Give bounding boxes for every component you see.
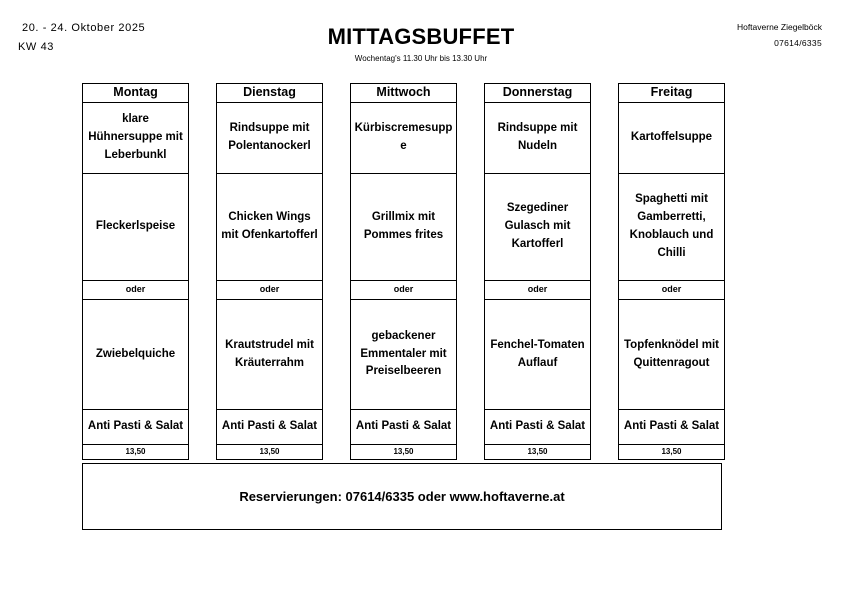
day-column-freitag bbox=[618, 83, 725, 460]
salad-cell: Anti Pasti & Salat bbox=[619, 410, 724, 445]
date-range: 20. - 24. Oktober 2025 bbox=[22, 22, 146, 34]
or-separator: oder bbox=[83, 281, 188, 300]
day-column-dienstag bbox=[216, 83, 323, 460]
price-cell: 13,50 bbox=[393, 446, 414, 456]
main-dish-cell: Chicken Wings mit Ofenkartofferl bbox=[217, 174, 322, 281]
alternative-dish-cell: Fenchel-Tomaten Auflauf bbox=[485, 300, 590, 410]
opening-hours: Wochentag's 11.30 Uhr bis 13.30 Uhr bbox=[354, 54, 488, 63]
restaurant-name: Hoftaverne Ziegelböck bbox=[736, 22, 822, 32]
or-separator: oder bbox=[619, 281, 724, 300]
reservation-text: Reservierungen: 07614/6335 oder www.hoftaverne.at bbox=[239, 489, 565, 504]
main-dish-cell: Fleckerlspeise bbox=[83, 174, 188, 281]
price-cell: 13,50 bbox=[527, 446, 548, 456]
calendar-week: KW 43 bbox=[18, 41, 55, 53]
alternative-dish-cell: gebackener Emmentaler mit Preiselbeeren bbox=[351, 300, 456, 410]
price-cell: 13,50 bbox=[661, 446, 682, 456]
day-column-montag bbox=[82, 83, 189, 460]
salad-cell: Anti Pasti & Salat bbox=[83, 410, 188, 445]
day-header: Donnerstag bbox=[485, 84, 590, 103]
day-header: Mittwoch bbox=[351, 84, 456, 103]
day-column-mittwoch bbox=[350, 83, 457, 460]
main-dish-cell: Grillmix mit Pommes frites bbox=[351, 174, 456, 281]
soup-cell: klare Hühnersuppe mit Leberbunkl bbox=[83, 103, 188, 174]
page-title: MITTAGSBUFFET bbox=[327, 24, 515, 49]
reservation-box bbox=[82, 463, 722, 530]
salad-cell: Anti Pasti & Salat bbox=[217, 410, 322, 445]
alternative-dish-cell: Topfenknödel mit Quittenragout bbox=[619, 300, 724, 410]
restaurant-phone: 07614/6335 bbox=[774, 38, 822, 48]
soup-cell: Kürbiscremesupp e bbox=[351, 103, 456, 174]
price-cell: 13,50 bbox=[259, 446, 280, 456]
main-dish-cell: Spaghetti mit Gamberretti, Knoblauch und Chilli bbox=[619, 174, 724, 281]
soup-cell: Rindsuppe mit Polentanockerl bbox=[217, 103, 322, 174]
day-header: Montag bbox=[83, 84, 188, 103]
alternative-dish-cell: Zwiebelquiche bbox=[83, 300, 188, 410]
day-header: Freitag bbox=[619, 84, 724, 103]
or-separator: oder bbox=[217, 281, 322, 300]
soup-cell: Rindsuppe mit Nudeln bbox=[485, 103, 590, 174]
salad-cell: Anti Pasti & Salat bbox=[351, 410, 456, 445]
main-dish-cell: Szegediner Gulasch mit Kartofferl bbox=[485, 174, 590, 281]
salad-cell: Anti Pasti & Salat bbox=[485, 410, 590, 445]
day-header: Dienstag bbox=[217, 84, 322, 103]
or-separator: oder bbox=[485, 281, 590, 300]
soup-cell: Kartoffelsuppe bbox=[619, 103, 724, 174]
alternative-dish-cell: Krautstrudel mit Kräuterrahm bbox=[217, 300, 322, 410]
or-separator: oder bbox=[351, 281, 456, 300]
day-column-donnerstag bbox=[484, 83, 591, 460]
price-cell: 13,50 bbox=[125, 446, 146, 456]
